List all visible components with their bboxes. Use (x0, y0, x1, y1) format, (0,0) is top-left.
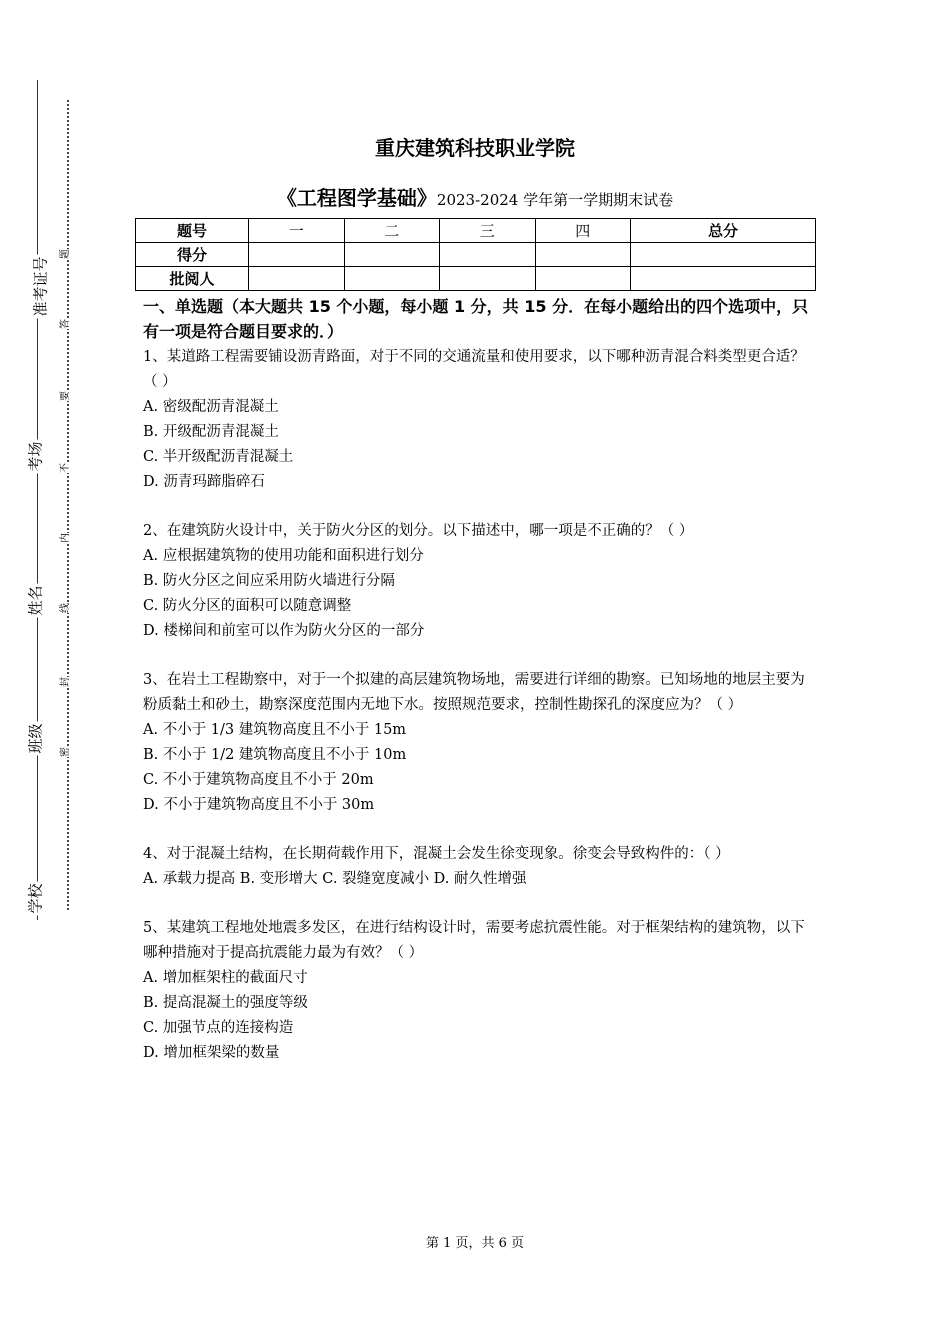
course-name: 《工程图学基础》 (276, 186, 437, 210)
score-table (135, 218, 816, 291)
question-option: B. 开级配沥青混凝土 (143, 424, 279, 440)
score-cell (631, 243, 816, 267)
seal-char: 密 (60, 747, 71, 757)
question-option: A. 应根据建筑物的使用功能和面积进行划分 (143, 548, 424, 564)
reviewer-cell (344, 267, 440, 291)
question (143, 916, 818, 1066)
question-option: D. 楼梯间和前室可以作为防火分区的一部分 (143, 623, 425, 639)
section-title: 一、单选题（本大题共 15 个小题，每小题 1 分，共 15 分．在每小题给出的四个选项中，只有一项是符合题目要求的．） (143, 297, 809, 341)
score-cell (344, 243, 440, 267)
question-option: D. 沥青玛蹄脂碎石 (143, 474, 265, 490)
question (143, 519, 818, 644)
exam-content (143, 294, 818, 1090)
question-option: B. 提高混凝土的强度等级 (143, 995, 308, 1011)
reviewer-cell (440, 267, 536, 291)
question-option: A. 承载力提高 B. 变形增大 C. 裂缝宽度减小 D. 耐久性增强 (143, 871, 527, 887)
score-table-column-header: 总分 (631, 219, 816, 243)
seal-char: 答 (60, 319, 71, 329)
seal-char: 封 (60, 677, 71, 687)
question-option: B. 不小于 1/2 建筑物高度且不小于 10m (143, 747, 407, 763)
score-table-header-row (136, 219, 816, 243)
question-option: C. 半开级配沥青混凝土 (143, 449, 294, 465)
seal-char: 题 (60, 249, 71, 259)
question-option: B. 防火分区之间应采用防火墙进行分隔 (143, 573, 395, 589)
score-table-row-label: 批阅人 (136, 267, 249, 291)
page-footer: 第 1 页，共 6 页 (425, 1236, 525, 1251)
question-stem: 1、某道路工程需要铺设沥青路面，对于不同的交通流量和使用要求，以下哪种沥青混合料类型更合适？（ ） (143, 349, 805, 390)
seal-char: 线 (60, 603, 71, 613)
margin-label-admission-number: 准考证号 (31, 256, 50, 317)
question (143, 842, 818, 892)
term-label: 2023-2024 学年第一学期期末试卷 (436, 191, 674, 209)
reviewer-cell (249, 267, 345, 291)
score-table-column-header: 四 (535, 219, 631, 243)
question-option: C. 防火分区的面积可以随意调整 (143, 598, 352, 614)
score-table-score-row (136, 243, 816, 267)
question-option: A. 不小于 1/3 建筑物高度且不小于 15m (143, 722, 407, 738)
question-stem: 5、某建筑工程地处地震多发区，在进行结构设计时，需要考虑抗震性能。对于框架结构的建筑物，以下哪种措施对于提高抗震能力最为有效？（ ） (143, 920, 805, 961)
school-name: 重庆建筑科技职业学院 (375, 136, 575, 160)
question-option: D. 不小于建筑物高度且不小于 30m (143, 797, 375, 813)
score-cell (440, 243, 536, 267)
question-option: A. 密级配沥青混凝土 (143, 399, 279, 415)
seal-char: 内 (60, 533, 71, 543)
question-option: A. 增加框架柱的截面尺寸 (143, 970, 308, 986)
margin-label-class: 班级 (26, 723, 45, 754)
question (143, 668, 818, 818)
score-table-column-header: 二 (344, 219, 440, 243)
question (143, 345, 818, 495)
question-stem: 2、在建筑防火设计中，关于防火分区的划分。以下描述中，哪一项是不正确的？（ ） (143, 523, 694, 539)
question-stem: 4、对于混凝土结构，在长期荷载作用下，混凝土会发生徐变现象。徐变会导致构件的：（ ） (143, 846, 730, 862)
score-table-row-label: 题号 (136, 219, 249, 243)
margin-label-exam-room: 考场 (26, 441, 45, 472)
question-stem: 3、在岩土工程勘察中，对于一个拟建的高层建筑物场地，需要进行详细的勘察。已知场地的地层主要为粉质黏土和砂土，勘察深度范围内无地下水。按照规范要求，控制性勘探孔的深度应为？（ ） (143, 672, 805, 713)
question-option: D. 增加框架梁的数量 (143, 1045, 280, 1061)
question-option: C. 加强节点的连接构造 (143, 1020, 294, 1036)
margin-label-name: 姓名 (26, 585, 45, 616)
reviewer-cell (631, 267, 816, 291)
score-cell (535, 243, 631, 267)
question-option: C. 不小于建筑物高度且不小于 20m (143, 772, 374, 788)
margin-label-school: 学校 (26, 883, 45, 914)
score-table-row-label: 得分 (136, 243, 249, 267)
binding-line-dotted (67, 100, 69, 910)
seal-char: 要 (60, 391, 71, 401)
seal-char: 不 (60, 463, 71, 473)
score-table-reviewer-row (136, 267, 816, 291)
score-table-column-header: 三 (440, 219, 536, 243)
score-cell (249, 243, 345, 267)
exam-title (0, 182, 950, 211)
reviewer-cell (535, 267, 631, 291)
score-table-column-header: 一 (249, 219, 345, 243)
